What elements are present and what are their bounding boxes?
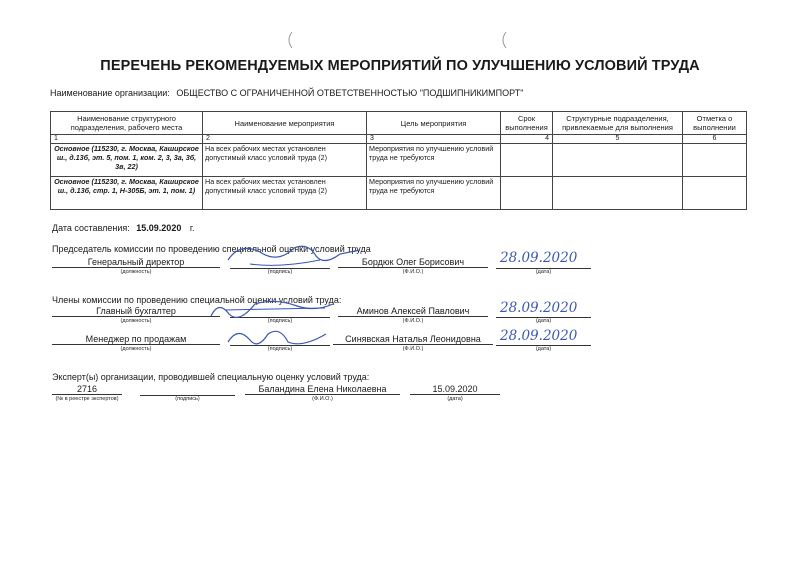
caption-registry: (№ в реестре экспертов) xyxy=(55,396,119,402)
header-term: Срок выполнения xyxy=(501,112,553,135)
header-measure: Наименование мероприятия xyxy=(203,112,367,135)
header-mark: Отметка о выполнении xyxy=(683,112,747,135)
caption-signature: (подпись) xyxy=(175,396,200,402)
member-name: Синявская Наталья Леонидовна xyxy=(333,334,493,345)
member-date: 28.09.2020 xyxy=(500,328,578,344)
cell-mark xyxy=(683,144,747,177)
expert-name: Баландина Елена Николаевна xyxy=(245,384,400,395)
organization-value: ОБЩЕСТВО С ОГРАНИЧЕННОЙ ОТВЕТСТВЕННОСТЬЮ "ПОДШИПНИКИМПОРТ" xyxy=(176,88,524,98)
chairman-name: Бордюк Олег Борисович xyxy=(338,257,488,268)
chairman-position: Генеральный директор xyxy=(52,257,220,268)
caption-fio: (Ф.И.О.) xyxy=(402,318,424,324)
member-position: Менеджер по продажам xyxy=(52,334,220,345)
caption-date: (дата) xyxy=(535,346,552,352)
member-position: Главный бухгалтер xyxy=(52,306,220,317)
caption-position: (должность) xyxy=(120,269,152,275)
cell-goal: Мероприятия по улучшению условий труда не требуются xyxy=(367,177,501,210)
cell-unit: Основное (115230, г. Москва, Каширское ш., д.13б, эт. 5, пом. 1, ком. 2, 3, 3а, 3б, 3в, 22) xyxy=(51,144,203,177)
compile-date-suffix: г. xyxy=(189,223,195,233)
column-number: 1 xyxy=(51,135,203,144)
caption-fio: (Ф.И.О.) xyxy=(402,269,424,275)
member-signature xyxy=(205,296,355,326)
compile-date-value: 15.09.2020 xyxy=(136,223,182,233)
member-name: Аминов Алексей Павлович xyxy=(338,306,488,317)
caption-position: (должность) xyxy=(120,318,152,324)
table-row xyxy=(51,144,747,177)
table-row xyxy=(51,177,747,210)
punch-hole-marks xyxy=(280,28,520,52)
cell-depts xyxy=(553,144,683,177)
caption-date: (дата) xyxy=(535,318,552,324)
page-title: ПЕРЕЧЕНЬ РЕКОМЕНДУЕМЫХ МЕРОПРИЯТИЙ ПО УЛУЧШЕНИЮ УСЛОВИЙ ТРУДА xyxy=(100,58,700,74)
cell-depts xyxy=(553,177,683,210)
column-number: 5 xyxy=(553,135,683,144)
compile-date-line xyxy=(52,223,195,233)
column-number: 6 xyxy=(683,135,747,144)
expert-date: 15.09.2020 xyxy=(410,384,500,395)
cell-mark xyxy=(683,177,747,210)
caption-position: (должность) xyxy=(120,346,152,352)
caption-signature: (подпись) xyxy=(267,318,293,324)
column-number: 2 xyxy=(203,135,367,144)
cell-term xyxy=(501,144,553,177)
chairman-heading: Председатель комиссии по проведению специальной оценки условий труда xyxy=(52,244,371,254)
header-unit: Наименование структурного подразделения, рабочего места xyxy=(51,112,203,135)
column-number: 3 xyxy=(367,135,501,144)
column-number-row xyxy=(51,135,747,144)
measures-table xyxy=(50,111,747,210)
expert-registry-number: 2716 xyxy=(52,384,122,395)
members-heading: Члены комиссии по проведению специальной оценки условий труда: xyxy=(52,295,342,305)
member-signature xyxy=(222,324,342,352)
caption-date: (дата) xyxy=(535,269,552,275)
caption-signature: (подпись) xyxy=(267,269,293,275)
organization-line xyxy=(50,88,523,98)
cell-goal: Мероприятия по улучшению условий труда не требуются xyxy=(367,144,501,177)
cell-measure: На всех рабочих местах установлен допустимый класс условий труда (2) xyxy=(203,177,367,210)
header-depts: Структурные подразделения, привлекаемые для выполнения xyxy=(553,112,683,135)
caption-signature: (подпись) xyxy=(267,346,293,352)
table-header-row xyxy=(51,112,747,135)
caption-fio: (Ф.И.О.) xyxy=(312,396,333,402)
organization-label: Наименование организации: xyxy=(50,88,170,98)
cell-unit: Основное (115230, г. Москва, Каширское ш., д.13б, стр. 1, Н-305Б, эт. 1, пом. 1) xyxy=(51,177,203,210)
header-goal: Цель мероприятия xyxy=(367,112,501,135)
chairman-date: 28.09.2020 xyxy=(500,250,578,266)
chairman-signature xyxy=(220,238,370,274)
member-date: 28.09.2020 xyxy=(500,300,578,316)
column-number: 4 xyxy=(501,135,553,144)
cell-term xyxy=(501,177,553,210)
caption-date: (дата) xyxy=(447,396,463,402)
experts-heading: Эксперт(ы) организации, проводившей специальную оценку условий труда: xyxy=(52,372,370,382)
caption-fio: (Ф.И.О.) xyxy=(402,346,424,352)
compile-date-label: Дата составления: xyxy=(52,223,130,233)
cell-measure: На всех рабочих местах установлен допустимый класс условий труда (2) xyxy=(203,144,367,177)
